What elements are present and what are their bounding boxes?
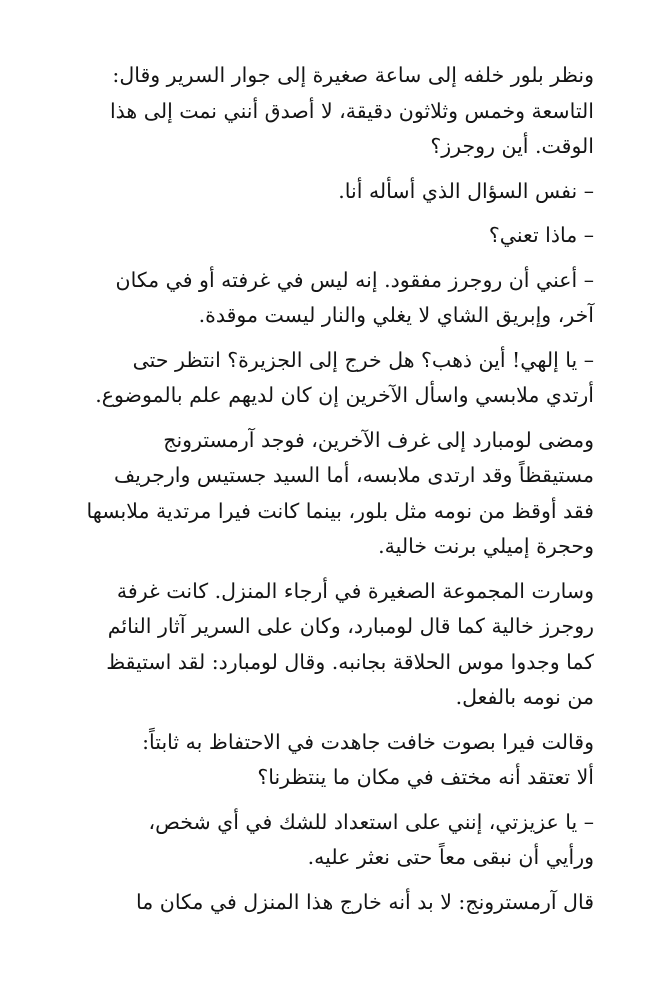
paragraph: وقالت فيرا بصوت خافت جاهدت في الاحتفاظ به ثابتاً: ألا تعتقد أنه مختف في مكان ما ينتظرنا؟ [142, 729, 594, 789]
paragraph: – يا عزيزتي، إنني على استعداد للشك في أي شخص، ورأيي أن نبقى معاً حتى نعثر عليه. [148, 809, 594, 869]
paragraph: ونظر بلور خلفه إلى ساعة صغيرة إلى جوار السرير وقال: التاسعة وخمس وثلاثون دقيقة، لا أصدق أنني نمت إلى هذا الوقت. أين روجرز؟ [109, 63, 594, 158]
paragraph: – ماذا تعني؟ [488, 223, 594, 247]
paragraph: – أعني أن روجرز مفقود. إنه ليس في غرفته أو في مكان آخر، وإبريق الشاي لا يغلي والنار ليست موقدة. [115, 267, 594, 327]
paragraph: – يا إلهي! أين ذهب؟ هل خرج إلى الجزيرة؟ انتظر حتى أرتدي ملابسي واسأل الآخرين إن كان لديهم علم بالموضوع. [95, 347, 594, 407]
book-page-text [72, 58, 594, 920]
paragraph: – نفس السؤال الذي أسأله أنا. [338, 178, 594, 203]
paragraph: وسارت المجموعة الصغيرة في أرجاء المنزل. كانت غرفة روجرز خالية كما قال لومبارد، وكان على السرير آثار النائم كما وجدوا موس الحلاقة بجانبه. وقال لومبارد: لقد استيقظ من نومه بالفعل. [106, 578, 594, 709]
paragraph: قال آرمسترونج: لا بد أنه خارج هذا المنزل في مكان ما [136, 889, 594, 914]
paragraph: ومضى لومبارد إلى غرف الآخرين، فوجد آرمسترونج مستيقظاً وقد ارتدى ملابسه، أما السيد جستيس وارجريف فقد أوقظ من نومه مثل بلور، بينما كانت فيرا مرتدية ملابسها وحجرة إميلي برنت خالية. [86, 427, 594, 558]
